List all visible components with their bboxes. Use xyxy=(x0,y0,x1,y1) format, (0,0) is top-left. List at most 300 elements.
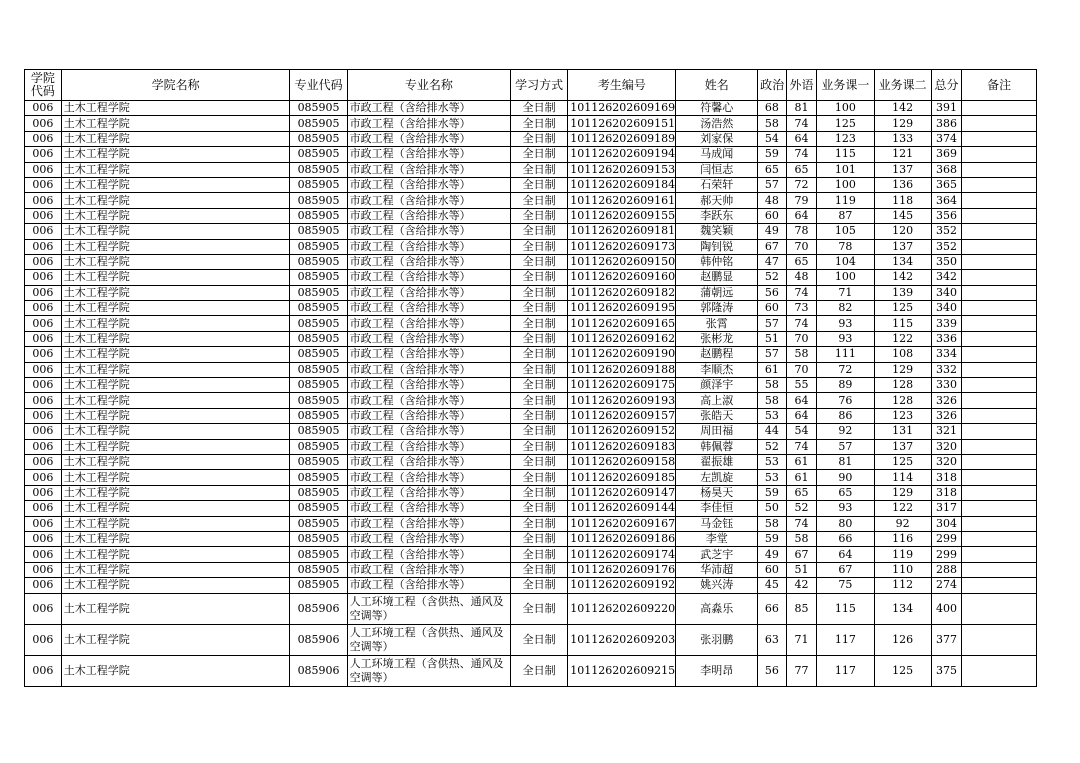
foreign-language-score-cell: 70 xyxy=(786,362,817,377)
table-row xyxy=(25,378,1037,393)
subject-2-score-cell: 136 xyxy=(874,177,931,192)
subject-1-score-cell: 117 xyxy=(817,655,874,686)
subject-2-score-cell: 125 xyxy=(874,655,931,686)
college-code-cell: 006 xyxy=(25,362,62,377)
college-code-cell: 006 xyxy=(25,208,62,223)
remarks-cell xyxy=(962,362,1037,377)
college-code-cell: 006 xyxy=(25,562,62,577)
candidate-id-cell: 101126202609175 xyxy=(568,378,676,393)
candidate-id-cell: 101126202609186 xyxy=(568,531,676,546)
college-name-cell: 土木工程学院 xyxy=(61,470,290,485)
remarks-cell xyxy=(962,516,1037,531)
college-code-cell: 006 xyxy=(25,593,62,624)
table-row xyxy=(25,131,1037,146)
subject-1-score-cell: 115 xyxy=(817,593,874,624)
foreign-language-score-cell: 74 xyxy=(786,439,817,454)
politics-score-cell: 59 xyxy=(758,485,787,500)
major-code-cell: 085905 xyxy=(290,393,347,408)
major-code-cell: 085906 xyxy=(290,593,347,624)
subject-2-score-cell: 92 xyxy=(874,516,931,531)
student-name-cell: 陶钊锐 xyxy=(676,239,758,254)
major-name-cell: 市政工程（含给排水等） xyxy=(347,516,510,531)
subject-1-score-cell: 72 xyxy=(817,362,874,377)
table-row xyxy=(25,485,1037,500)
subject-2-score-cell: 129 xyxy=(874,362,931,377)
major-code-cell: 085905 xyxy=(290,362,347,377)
table-row xyxy=(25,147,1037,162)
college-code-cell: 006 xyxy=(25,347,62,362)
student-name-cell: 张彬龙 xyxy=(676,331,758,346)
college-name-cell: 土木工程学院 xyxy=(61,624,290,655)
major-name-cell: 市政工程（含给排水等） xyxy=(347,331,510,346)
college-name-cell: 土木工程学院 xyxy=(61,316,290,331)
politics-score-cell: 60 xyxy=(758,562,787,577)
college-name-cell: 土木工程学院 xyxy=(61,454,290,469)
candidate-id-cell: 101126202609220 xyxy=(568,593,676,624)
table-row xyxy=(25,316,1037,331)
college-name-cell: 土木工程学院 xyxy=(61,439,290,454)
college-name-cell: 土木工程学院 xyxy=(61,131,290,146)
candidate-id-cell: 101126202609183 xyxy=(568,439,676,454)
subject-1-score-cell: 93 xyxy=(817,501,874,516)
remarks-cell xyxy=(962,147,1037,162)
subject-1-score-cell: 90 xyxy=(817,470,874,485)
major-name-cell: 市政工程（含给排水等） xyxy=(347,224,510,239)
college-code-cell: 006 xyxy=(25,224,62,239)
candidate-id-cell: 101126202609190 xyxy=(568,347,676,362)
remarks-cell xyxy=(962,624,1037,655)
politics-score-cell: 56 xyxy=(758,655,787,686)
major-code-cell: 085905 xyxy=(290,408,347,423)
foreign-language-score-cell: 54 xyxy=(786,424,817,439)
table-row xyxy=(25,562,1037,577)
student-name-cell: 姚兴涛 xyxy=(676,578,758,593)
major-code-cell: 085905 xyxy=(290,562,347,577)
major-code-cell: 085905 xyxy=(290,470,347,485)
major-code-cell: 085905 xyxy=(290,224,347,239)
candidate-id-cell: 101126202609188 xyxy=(568,362,676,377)
college-code-cell: 006 xyxy=(25,624,62,655)
college-code-cell: 006 xyxy=(25,147,62,162)
remarks-cell xyxy=(962,470,1037,485)
total-score-cell: 400 xyxy=(931,593,962,624)
student-name-cell: 李佳恒 xyxy=(676,501,758,516)
student-name-cell: 张霄 xyxy=(676,316,758,331)
subject-2-score-cell: 125 xyxy=(874,301,931,316)
college-name-cell: 土木工程学院 xyxy=(61,393,290,408)
remarks-cell xyxy=(962,393,1037,408)
politics-score-cell: 49 xyxy=(758,224,787,239)
college-name-cell: 土木工程学院 xyxy=(61,147,290,162)
major-code-cell: 085905 xyxy=(290,270,347,285)
table-row xyxy=(25,547,1037,562)
table-row xyxy=(25,162,1037,177)
foreign-language-score-cell: 64 xyxy=(786,131,817,146)
header-foreign-language: 外语 xyxy=(786,70,817,101)
table-row xyxy=(25,193,1037,208)
politics-score-cell: 58 xyxy=(758,393,787,408)
student-name-cell: 李明昂 xyxy=(676,655,758,686)
foreign-language-score-cell: 74 xyxy=(786,285,817,300)
major-name-cell: 市政工程（含给排水等） xyxy=(347,208,510,223)
subject-1-score-cell: 119 xyxy=(817,193,874,208)
college-code-cell: 006 xyxy=(25,408,62,423)
college-code-cell: 006 xyxy=(25,116,62,131)
student-name-cell: 李跃东 xyxy=(676,208,758,223)
politics-score-cell: 58 xyxy=(758,116,787,131)
table-row xyxy=(25,347,1037,362)
subject-1-score-cell: 93 xyxy=(817,316,874,331)
student-name-cell: 韩仲铭 xyxy=(676,254,758,269)
remarks-cell xyxy=(962,547,1037,562)
major-code-cell: 085905 xyxy=(290,239,347,254)
student-name-cell: 刘家保 xyxy=(676,131,758,146)
remarks-cell xyxy=(962,177,1037,192)
major-name-cell: 市政工程（含给排水等） xyxy=(347,285,510,300)
major-code-cell: 085905 xyxy=(290,454,347,469)
major-code-cell: 085905 xyxy=(290,347,347,362)
subject-2-score-cell: 125 xyxy=(874,454,931,469)
student-name-cell: 颜泽宇 xyxy=(676,378,758,393)
table-row xyxy=(25,208,1037,223)
subject-1-score-cell: 82 xyxy=(817,301,874,316)
total-score-cell: 377 xyxy=(931,624,962,655)
college-code-cell: 006 xyxy=(25,193,62,208)
foreign-language-score-cell: 85 xyxy=(786,593,817,624)
candidate-id-cell: 101126202609151 xyxy=(568,116,676,131)
candidate-id-cell: 101126202609144 xyxy=(568,501,676,516)
major-code-cell: 085905 xyxy=(290,285,347,300)
college-name-cell: 土木工程学院 xyxy=(61,424,290,439)
total-score-cell: 352 xyxy=(931,239,962,254)
remarks-cell xyxy=(962,193,1037,208)
total-score-cell: 336 xyxy=(931,331,962,346)
major-name-cell: 市政工程（含给排水等） xyxy=(347,408,510,423)
remarks-cell xyxy=(962,301,1037,316)
college-code-cell: 006 xyxy=(25,424,62,439)
politics-score-cell: 63 xyxy=(758,624,787,655)
candidate-id-cell: 101126202609193 xyxy=(568,393,676,408)
major-name-cell: 市政工程（含给排水等） xyxy=(347,162,510,177)
major-name-cell: 市政工程（含给排水等） xyxy=(347,547,510,562)
candidate-id-cell: 101126202609160 xyxy=(568,270,676,285)
student-name-cell: 翟振雄 xyxy=(676,454,758,469)
politics-score-cell: 66 xyxy=(758,593,787,624)
total-score-cell: 330 xyxy=(931,378,962,393)
student-name-cell: 赵鹏程 xyxy=(676,347,758,362)
major-name-cell: 市政工程（含给排水等） xyxy=(347,454,510,469)
major-code-cell: 085905 xyxy=(290,101,347,116)
college-code-cell: 006 xyxy=(25,101,62,116)
student-name-cell: 华沛超 xyxy=(676,562,758,577)
foreign-language-score-cell: 64 xyxy=(786,208,817,223)
college-name-cell: 土木工程学院 xyxy=(61,485,290,500)
study-mode-cell: 全日制 xyxy=(511,578,568,593)
subject-1-score-cell: 100 xyxy=(817,177,874,192)
total-score-cell: 317 xyxy=(931,501,962,516)
remarks-cell xyxy=(962,424,1037,439)
foreign-language-score-cell: 42 xyxy=(786,578,817,593)
major-code-cell: 085905 xyxy=(290,177,347,192)
subject-2-score-cell: 120 xyxy=(874,224,931,239)
major-code-cell: 085905 xyxy=(290,439,347,454)
candidate-id-cell: 101126202609215 xyxy=(568,655,676,686)
student-name-cell: 郝天帅 xyxy=(676,193,758,208)
candidate-id-cell: 101126202609165 xyxy=(568,316,676,331)
remarks-cell xyxy=(962,531,1037,546)
study-mode-cell: 全日制 xyxy=(511,378,568,393)
student-name-cell: 蒲朝远 xyxy=(676,285,758,300)
subject-1-score-cell: 101 xyxy=(817,162,874,177)
subject-2-score-cell: 129 xyxy=(874,485,931,500)
major-code-cell: 085905 xyxy=(290,254,347,269)
major-name-cell: 市政工程（含给排水等） xyxy=(347,531,510,546)
table-row xyxy=(25,254,1037,269)
college-name-cell: 土木工程学院 xyxy=(61,101,290,116)
candidate-id-cell: 101126202609150 xyxy=(568,254,676,269)
table-row xyxy=(25,285,1037,300)
total-score-cell: 334 xyxy=(931,347,962,362)
college-name-cell: 土木工程学院 xyxy=(61,362,290,377)
college-code-cell: 006 xyxy=(25,177,62,192)
foreign-language-score-cell: 48 xyxy=(786,270,817,285)
college-name-cell: 土木工程学院 xyxy=(61,177,290,192)
major-code-cell: 085906 xyxy=(290,624,347,655)
student-name-cell: 左凯旋 xyxy=(676,470,758,485)
subject-2-score-cell: 128 xyxy=(874,393,931,408)
major-name-cell: 市政工程（含给排水等） xyxy=(347,501,510,516)
remarks-cell xyxy=(962,239,1037,254)
total-score-cell: 299 xyxy=(931,531,962,546)
foreign-language-score-cell: 70 xyxy=(786,239,817,254)
major-name-cell: 市政工程（含给排水等） xyxy=(347,485,510,500)
politics-score-cell: 51 xyxy=(758,331,787,346)
header-candidate-id: 考生编号 xyxy=(568,70,676,101)
remarks-cell xyxy=(962,116,1037,131)
politics-score-cell: 59 xyxy=(758,531,787,546)
student-name-cell: 李堂 xyxy=(676,531,758,546)
remarks-cell xyxy=(962,224,1037,239)
table-row xyxy=(25,177,1037,192)
college-code-cell: 006 xyxy=(25,655,62,686)
subject-2-score-cell: 123 xyxy=(874,408,931,423)
major-name-cell: 市政工程（含给排水等） xyxy=(347,301,510,316)
politics-score-cell: 65 xyxy=(758,162,787,177)
politics-score-cell: 59 xyxy=(758,147,787,162)
study-mode-cell: 全日制 xyxy=(511,147,568,162)
subject-2-score-cell: 142 xyxy=(874,270,931,285)
politics-score-cell: 60 xyxy=(758,208,787,223)
study-mode-cell: 全日制 xyxy=(511,408,568,423)
politics-score-cell: 57 xyxy=(758,316,787,331)
study-mode-cell: 全日制 xyxy=(511,501,568,516)
foreign-language-score-cell: 58 xyxy=(786,347,817,362)
candidate-id-cell: 101126202609155 xyxy=(568,208,676,223)
study-mode-cell: 全日制 xyxy=(511,547,568,562)
study-mode-cell: 全日制 xyxy=(511,470,568,485)
candidate-id-cell: 101126202609182 xyxy=(568,285,676,300)
table-row xyxy=(25,516,1037,531)
foreign-language-score-cell: 72 xyxy=(786,177,817,192)
major-code-cell: 085905 xyxy=(290,485,347,500)
subject-1-score-cell: 105 xyxy=(817,224,874,239)
foreign-language-score-cell: 65 xyxy=(786,162,817,177)
total-score-cell: 342 xyxy=(931,270,962,285)
subject-1-score-cell: 81 xyxy=(817,454,874,469)
subject-2-score-cell: 134 xyxy=(874,254,931,269)
college-code-cell: 006 xyxy=(25,454,62,469)
politics-score-cell: 57 xyxy=(758,347,787,362)
total-score-cell: 340 xyxy=(931,301,962,316)
subject-1-score-cell: 93 xyxy=(817,331,874,346)
study-mode-cell: 全日制 xyxy=(511,362,568,377)
subject-2-score-cell: 134 xyxy=(874,593,931,624)
subject-1-score-cell: 86 xyxy=(817,408,874,423)
foreign-language-score-cell: 74 xyxy=(786,316,817,331)
college-code-cell: 006 xyxy=(25,578,62,593)
total-score-cell: 318 xyxy=(931,470,962,485)
remarks-cell xyxy=(962,578,1037,593)
study-mode-cell: 全日制 xyxy=(511,316,568,331)
subject-2-score-cell: 114 xyxy=(874,470,931,485)
student-name-cell: 闫恒志 xyxy=(676,162,758,177)
candidate-id-cell: 101126202609147 xyxy=(568,485,676,500)
student-name-cell: 马成闻 xyxy=(676,147,758,162)
study-mode-cell: 全日制 xyxy=(511,116,568,131)
subject-2-score-cell: 137 xyxy=(874,162,931,177)
table-row xyxy=(25,224,1037,239)
major-code-cell: 085905 xyxy=(290,316,347,331)
politics-score-cell: 45 xyxy=(758,578,787,593)
college-name-cell: 土木工程学院 xyxy=(61,408,290,423)
college-name-cell: 土木工程学院 xyxy=(61,547,290,562)
remarks-cell xyxy=(962,254,1037,269)
college-code-cell: 006 xyxy=(25,547,62,562)
college-name-cell: 土木工程学院 xyxy=(61,239,290,254)
major-code-cell: 085905 xyxy=(290,131,347,146)
total-score-cell: 356 xyxy=(931,208,962,223)
remarks-cell xyxy=(962,501,1037,516)
remarks-cell xyxy=(962,485,1037,500)
college-name-cell: 土木工程学院 xyxy=(61,531,290,546)
total-score-cell: 339 xyxy=(931,316,962,331)
student-name-cell: 杨昊天 xyxy=(676,485,758,500)
score-table xyxy=(24,69,1037,687)
table-row xyxy=(25,408,1037,423)
table-row xyxy=(25,470,1037,485)
total-score-cell: 320 xyxy=(931,439,962,454)
header-major-name: 专业名称 xyxy=(347,70,510,101)
table-row xyxy=(25,362,1037,377)
subject-2-score-cell: 137 xyxy=(874,439,931,454)
study-mode-cell: 全日制 xyxy=(511,285,568,300)
total-score-cell: 374 xyxy=(931,131,962,146)
total-score-cell: 274 xyxy=(931,578,962,593)
politics-score-cell: 53 xyxy=(758,454,787,469)
student-name-cell: 石荣轩 xyxy=(676,177,758,192)
total-score-cell: 352 xyxy=(931,224,962,239)
remarks-cell xyxy=(962,131,1037,146)
total-score-cell: 332 xyxy=(931,362,962,377)
major-name-cell: 市政工程（含给排水等） xyxy=(347,116,510,131)
study-mode-cell: 全日制 xyxy=(511,162,568,177)
student-name-cell: 高上淑 xyxy=(676,393,758,408)
subject-2-score-cell: 129 xyxy=(874,116,931,131)
subject-1-score-cell: 78 xyxy=(817,239,874,254)
header-politics: 政治 xyxy=(758,70,787,101)
college-code-cell: 006 xyxy=(25,439,62,454)
major-name-cell: 市政工程（含给排水等） xyxy=(347,131,510,146)
politics-score-cell: 58 xyxy=(758,378,787,393)
remarks-cell xyxy=(962,454,1037,469)
total-score-cell: 350 xyxy=(931,254,962,269)
college-name-cell: 土木工程学院 xyxy=(61,224,290,239)
subject-1-score-cell: 57 xyxy=(817,439,874,454)
subject-2-score-cell: 121 xyxy=(874,147,931,162)
college-name-cell: 土木工程学院 xyxy=(61,193,290,208)
subject-2-score-cell: 122 xyxy=(874,501,931,516)
subject-2-score-cell: 137 xyxy=(874,239,931,254)
foreign-language-score-cell: 65 xyxy=(786,254,817,269)
foreign-language-score-cell: 70 xyxy=(786,331,817,346)
student-name-cell: 高淼乐 xyxy=(676,593,758,624)
remarks-cell xyxy=(962,331,1037,346)
major-name-cell: 市政工程（含给排水等） xyxy=(347,470,510,485)
foreign-language-score-cell: 74 xyxy=(786,147,817,162)
college-name-cell: 土木工程学院 xyxy=(61,285,290,300)
college-code-cell: 006 xyxy=(25,531,62,546)
major-name-cell: 人工环境工程（含供热、通风及空调等） xyxy=(347,593,510,624)
major-name-cell: 市政工程（含给排水等） xyxy=(347,562,510,577)
foreign-language-score-cell: 74 xyxy=(786,116,817,131)
major-code-cell: 085905 xyxy=(290,378,347,393)
study-mode-cell: 全日制 xyxy=(511,593,568,624)
major-name-cell: 市政工程（含给排水等） xyxy=(347,347,510,362)
major-name-cell: 市政工程（含给排水等） xyxy=(347,378,510,393)
college-code-cell: 006 xyxy=(25,316,62,331)
student-name-cell: 张皓天 xyxy=(676,408,758,423)
study-mode-cell: 全日制 xyxy=(511,301,568,316)
foreign-language-score-cell: 61 xyxy=(786,454,817,469)
college-code-cell: 006 xyxy=(25,270,62,285)
college-name-cell: 土木工程学院 xyxy=(61,593,290,624)
study-mode-cell: 全日制 xyxy=(511,424,568,439)
student-name-cell: 周田福 xyxy=(676,424,758,439)
subject-1-score-cell: 104 xyxy=(817,254,874,269)
candidate-id-cell: 101126202609167 xyxy=(568,516,676,531)
college-code-cell: 006 xyxy=(25,393,62,408)
major-name-cell: 人工环境工程（含供热、通风及空调等） xyxy=(347,624,510,655)
candidate-id-cell: 101126202609153 xyxy=(568,162,676,177)
header-college-name: 学院名称 xyxy=(61,70,290,101)
total-score-cell: 369 xyxy=(931,147,962,162)
major-name-cell: 人工环境工程（含供热、通风及空调等） xyxy=(347,655,510,686)
subject-1-score-cell: 100 xyxy=(817,270,874,285)
major-name-cell: 市政工程（含给排水等） xyxy=(347,239,510,254)
politics-score-cell: 44 xyxy=(758,424,787,439)
major-code-cell: 085905 xyxy=(290,531,347,546)
subject-1-score-cell: 75 xyxy=(817,578,874,593)
major-name-cell: 市政工程（含给排水等） xyxy=(347,147,510,162)
college-code-cell: 006 xyxy=(25,331,62,346)
candidate-id-cell: 101126202609176 xyxy=(568,562,676,577)
subject-2-score-cell: 122 xyxy=(874,331,931,346)
college-name-cell: 土木工程学院 xyxy=(61,655,290,686)
remarks-cell xyxy=(962,270,1037,285)
major-name-cell: 市政工程（含给排水等） xyxy=(347,254,510,269)
major-code-cell: 085905 xyxy=(290,578,347,593)
study-mode-cell: 全日制 xyxy=(511,655,568,686)
